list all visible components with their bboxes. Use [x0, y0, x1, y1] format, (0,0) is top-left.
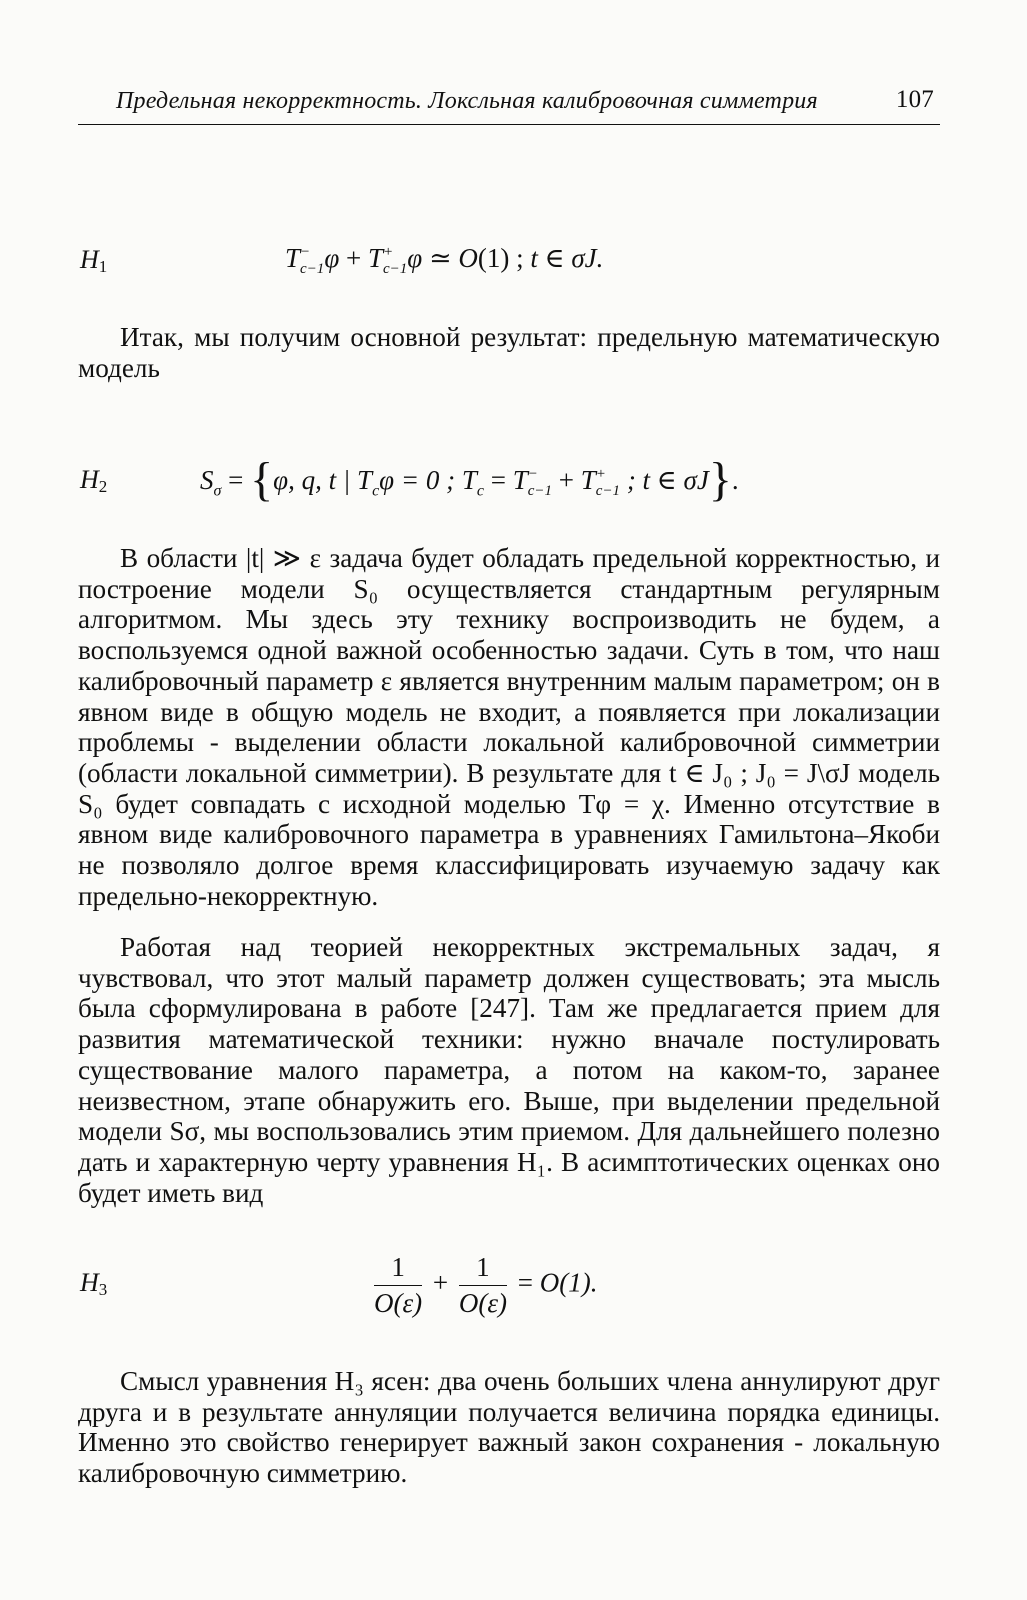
equation-h2: $S_\sigma = \{\varphi$, q, t | $T_c\varphi = 0$ ; $T_c = T$ − c−1 + T + c−1 ; t ∈ σJ}.	[200, 453, 739, 506]
paragraph-2: В области |t| ≫ ε задача будет обладать предельной корректностью, и построение модели S₀ осуществляется стандартным регулярным алгоритмом. Мы здесь эту технику воспроизводить не будем, а воспользуемся одной важной особенностью задачи. Суть в том, что наш калибровочный параметр ε является внутренним малым параметром; он в явном виде в общую модель не входит, а появляется при локализации проблемы - выделении области локальной калибровочной симметрии (области локальной симметрии). В результате для t ∈ J₀ ; J₀ = J\σJ модель S₀ будет совпадать с исходной моделью Tφ = χ. Именно отсутствие в явном виде калибровочного параметра в уравнениях Гамильтона–Якоби не позволяло долгое время классифицировать изучаемую задачу как предельно-некорректную.	[78, 543, 940, 911]
equation-label-h2: $H_2$	[80, 465, 108, 496]
equation-label-h3: $H_3$	[80, 1268, 108, 1299]
running-title: Предельная некорректность. Локсльная калибровочная симметрия	[116, 88, 818, 114]
page-number: 107	[895, 86, 934, 113]
paragraph-3: Работая над теорией некорректных экстремальных задач, я чувствовал, что этот малый параметр должен существовать; эта мысль была сформулирована в работе [247]. Там же предлагается прием для развития математической техники: нужно вначале постулировать существование малого параметра, а потом на каком-то, заранее неизвестном, этапе обнаружить его. Выше, при выделении предельной модели Sσ, мы воспользовались этим приемом. Для дальнейшего полезно дать и характерную черту уравнения H₁. В асимптотических оценках оно будет иметь вид	[78, 932, 940, 1208]
equation-h3: $\frac{1}{O(\varepsilon)}$ + $\frac{1}{O(\varepsilon)}$ = O(1).	[374, 1252, 598, 1318]
running-header	[78, 84, 940, 125]
paragraph-1: Итак, мы получим основной результат: предельную математическую модель	[78, 322, 940, 383]
paragraph-4: Смысл уравнения H₃ ясен: два очень больших члена аннулируют друг друга и в результате аннуляции получается величина порядка единицы. Именно это свойство генерирует важный закон сохранения - локальную калибровочную симметрию.	[78, 1366, 940, 1489]
equation-h1: T − c−1 φ + T + c−1 φ ≃ O(1) ; t ∈ σJ.	[285, 243, 604, 277]
equation-label-h1: $H_1$	[80, 245, 108, 276]
